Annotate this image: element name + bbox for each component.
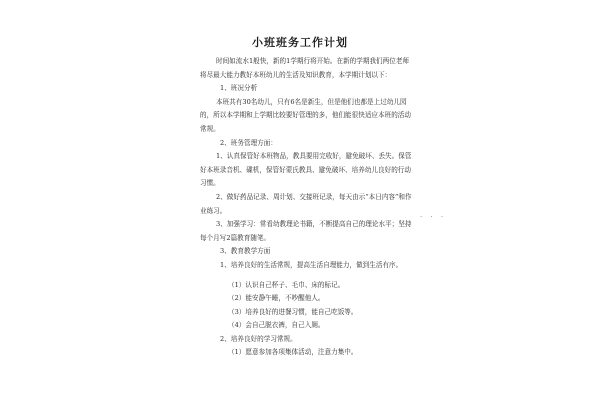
- paragraph: （1）认识自己杯子、毛巾、床的标记。: [228, 280, 345, 289]
- paragraph: 2、班务管理方面：: [220, 138, 277, 147]
- paragraph: 2、做好药品记录、周计划、交接班记录，每天由示“本日内容”和作业练习。: [200, 192, 412, 215]
- trailing-dots: . . .: [420, 211, 447, 219]
- paragraph: （3）培养良好的进餐习惯，能自己吃饭等。: [228, 307, 358, 316]
- document-body: [200, 55, 415, 360]
- paragraph: 2、培养良好的学习常规。: [220, 334, 297, 343]
- paragraph: 1、班况分析: [220, 84, 258, 93]
- paragraph: （1）愿意参加各项集体活动，注意力集中。: [228, 348, 358, 357]
- paragraph: 本班共有30名幼儿，只有6名是新生，但是他们也都是上过幼儿园的，所以本学期和上学期比较要好管理的多，他们能很快适应本班的活动常规。: [200, 97, 411, 133]
- paragraph: 时间如流水1般快，新的1学期行将开始。在新的学期我们两位老师将尽最大能力教好本班幼儿的生活及知识教育，本学期计划以下：: [200, 57, 410, 79]
- paragraph: （2）能安静午睡，不吵醒他人。: [228, 294, 325, 303]
- paragraph: 1、认真保管好本班物品，教具要用完收好，避免破坏、丢失。保管好本班录音机、碟机，保管好蒙氏教具、避免破坏、培养幼儿良好的行动习惯。: [200, 152, 412, 188]
- paragraph: 3、加强学习：常看幼教理论书籍，不断提高自己的理论水平；坚持每个月写2篇教育随笔。: [200, 220, 412, 242]
- page-title: 小班班务工作计划: [252, 36, 348, 49]
- paragraph: 1、培养良好的生活常规，提高生活自理能力，做到生活有序。: [220, 260, 403, 269]
- paragraph: 3、教育教学方面: [220, 247, 271, 256]
- paragraph: （4）会自己脱衣裤，自己入厕。: [228, 321, 325, 330]
